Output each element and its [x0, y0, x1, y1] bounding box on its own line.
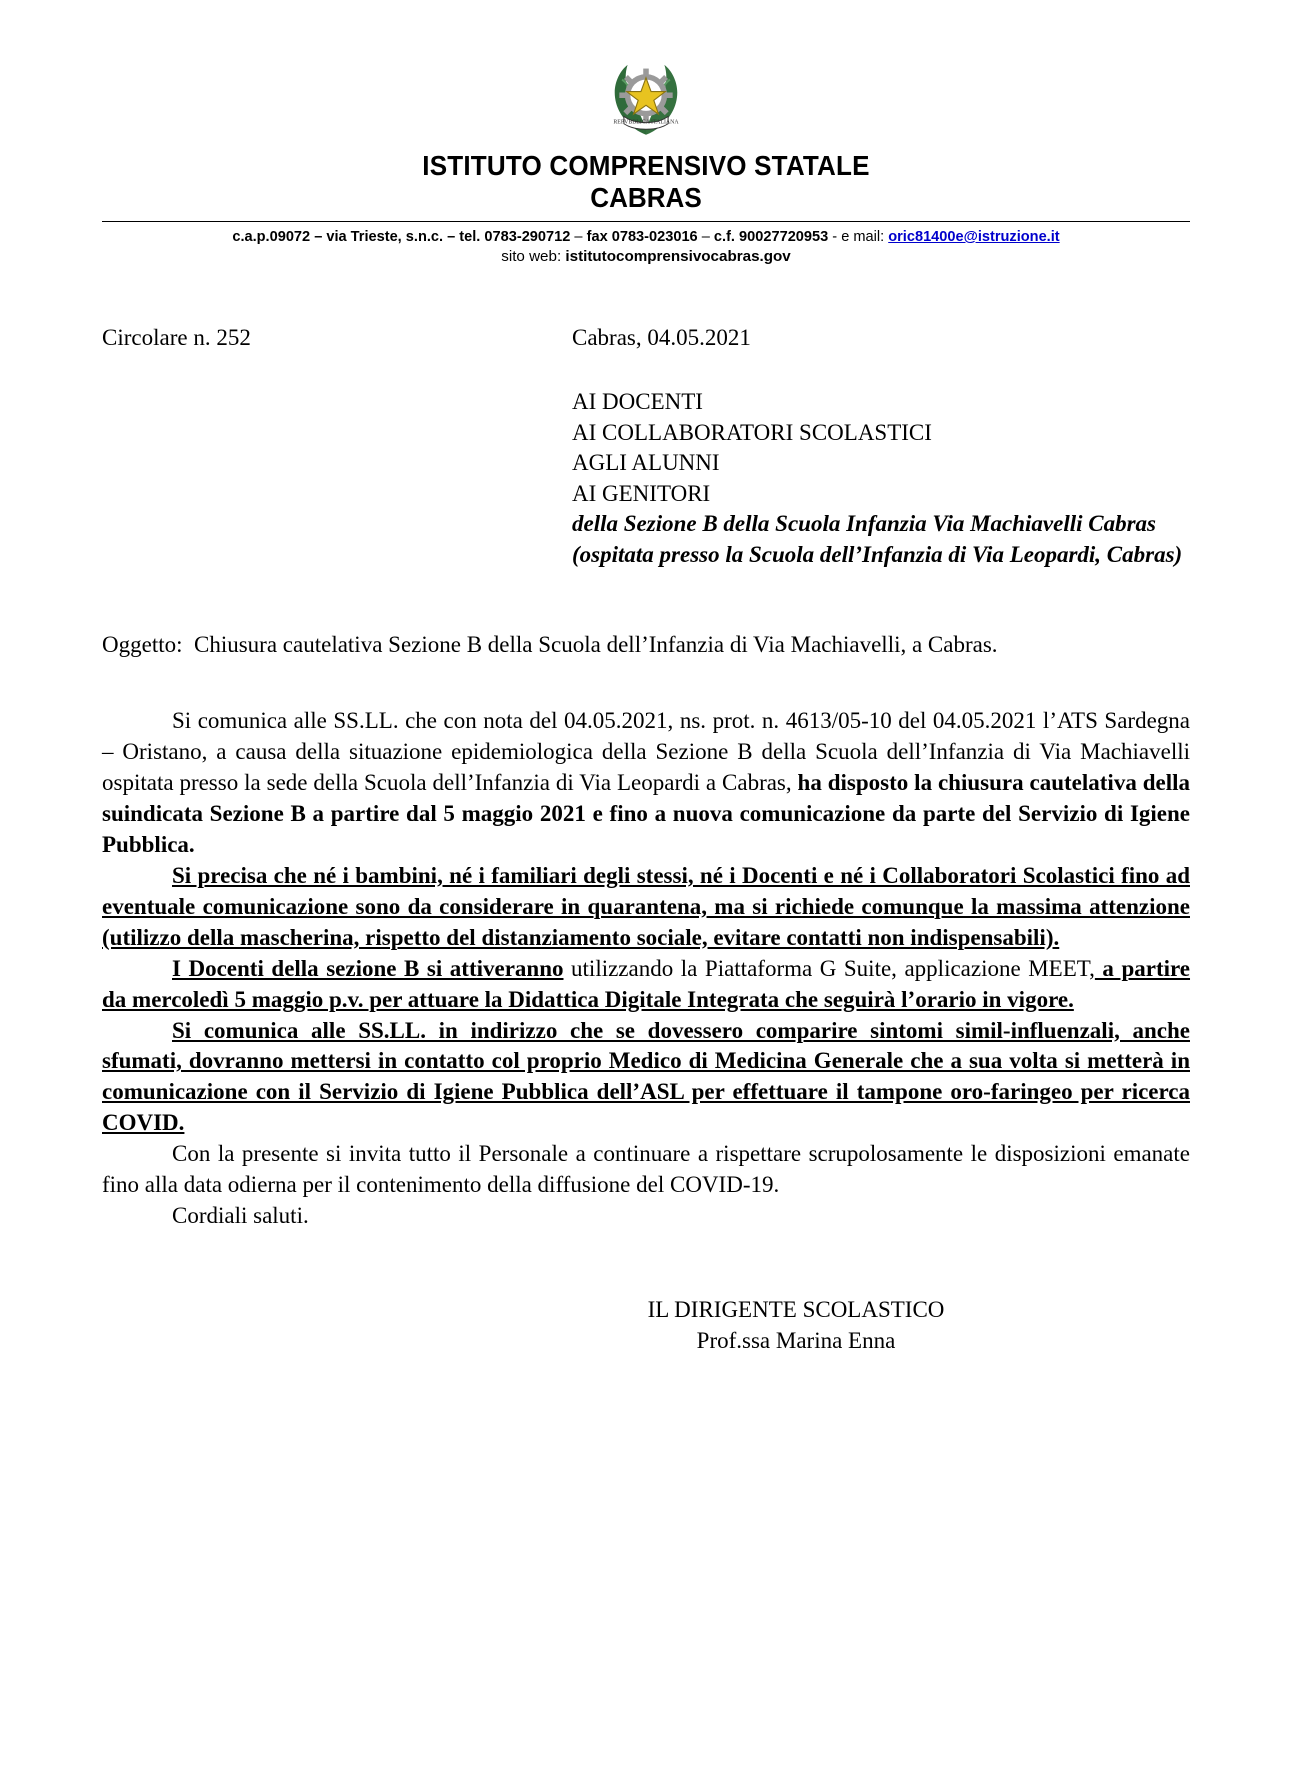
school-city: CABRAS [590, 182, 702, 214]
p1-bold: ha disposto la chiusura cautelativa della suindicata Sezione B a partire dal 5 maggio 2021 e fino a nuova comunicazione da parte del Servizio di Igiene Pubblica. [102, 770, 1190, 857]
website-url: istitutocomprensivocabras.gov [565, 248, 791, 266]
p3-lead-bold-underline: I Docenti della sezione B si attiveranno [172, 955, 564, 981]
letterhead [102, 0, 1190, 267]
letter-body [102, 706, 1190, 1232]
document-meta [102, 323, 1190, 353]
subject-line [102, 630, 1190, 660]
website-label: sito web: [501, 248, 562, 266]
p1-plain: Si comunica alle SS.LL. che con nota del 04.05.2021, ns. prot. n. 4613/05-10 del 04.05.2021 l’ATS Sardegna – Oristano, a causa della situazione epidemiologica della Sezione B della Scuola dell’Infanzia di Via Machiavelli ospitata presso la sede della Scuola dell’Infanzia di Via Leopardi a Cabras, [102, 708, 1190, 796]
school-name: ISTITUTO COMPRENSIVO STATALE [422, 150, 870, 181]
paragraph-5: Con la presente si invita tutto il Personale a continuare a rispettare scrupolosamente le disposizioni emanate fino alla data odierna per il contenimento della diffusione del COVID-19. [102, 1141, 1190, 1198]
contact-fiscal-code: c.f. 90027720953 [713, 227, 829, 245]
paragraph-3 [102, 954, 1190, 1016]
recipients-block [572, 387, 1190, 570]
paragraph-6-closing: Cordiali saluti. [172, 1203, 309, 1229]
contact-tel: tel. 0783-290712 [459, 227, 571, 245]
website-line [102, 247, 1190, 267]
contact-address: c.a.p.09072 – via Trieste, s.n.c. – [232, 227, 456, 245]
contact-mail-label: - e mail: [832, 227, 885, 245]
signature-name: Prof.ssa Marina Enna [696, 1328, 896, 1354]
paragraph-2 [102, 861, 1190, 954]
contact-fax: fax 0783-023016 [586, 227, 698, 245]
recipient-teachers: AI DOCENTI [572, 388, 703, 414]
p4-bold-underline: Si comunica alle SS.LL. in indirizzo che se dovessero comparire sintomi simil-influenzali, anche sfumati, dovranno mettersi in contatto col proprio Medico di Medicina Generale che a sua volta si metterà in comunicazione con il Servizio di Igiene Pubblica dell’ASL per effettuare il tampone oro-faringeo per ricerca COVID. [102, 1017, 1190, 1136]
italian-republic-emblem-icon [600, 52, 692, 144]
recipient-students: AGLI ALUNNI [572, 450, 720, 476]
contact-line [124, 227, 1168, 247]
signature-block [102, 1294, 1190, 1357]
circular-number: Circolare n. 252 [102, 325, 251, 351]
contact-sep-1: – [574, 227, 583, 245]
recipient-school-collaborators: AI COLLABORATORI SCOLASTICI [572, 419, 932, 445]
subject-label: Oggetto: [102, 632, 183, 658]
paragraph-4 [102, 1016, 1190, 1140]
recipient-section-detail: della Sezione B della Scuola Infanzia Via Machiavelli Cabras (ospitata presso la Scuola dell’Infanzia di Via Leopardi, Cabras) [572, 511, 1183, 567]
header-divider [102, 221, 1190, 222]
contact-email-link[interactable]: oric81400e@istruzione.it [888, 227, 1060, 245]
paragraph-1 [102, 706, 1190, 861]
subject-text: Chiusura cautelativa Sezione B della Scuola dell’Infanzia di Via Machiavelli, a Cabras. [194, 632, 998, 658]
p3-tail-bold-underline: a partire da mercoledì 5 maggio p.v. per attuare la Didattica Digitale Integrata che seguirà l’orario in vigore. [102, 955, 1191, 1012]
recipient-parents: AI GENITORI [572, 480, 711, 506]
svg-text:REPVBBLICA ITALIANA: REPVBBLICA ITALIANA [613, 119, 679, 126]
p2-bold-underline: Si precisa che né i bambini, né i familiari degli stessi, né i Docenti e né i Collaboratori Scolastici fino ad eventuale comunicazione sono da considerare in quarantena, ma si richiede comunque la massima attenzione (utilizzo della mascherina, rispetto del distanziamento sociale, evitare contatti non indispensabili). [102, 862, 1190, 950]
signature-role: IL DIRIGENTE SCOLASTICO [647, 1296, 945, 1322]
contact-sep-2: – [701, 227, 710, 245]
p3-plain: utilizzando la Piattaforma G Suite, applicazione MEET, [563, 955, 1095, 981]
place-and-date: Cabras, 04.05.2021 [572, 325, 751, 351]
